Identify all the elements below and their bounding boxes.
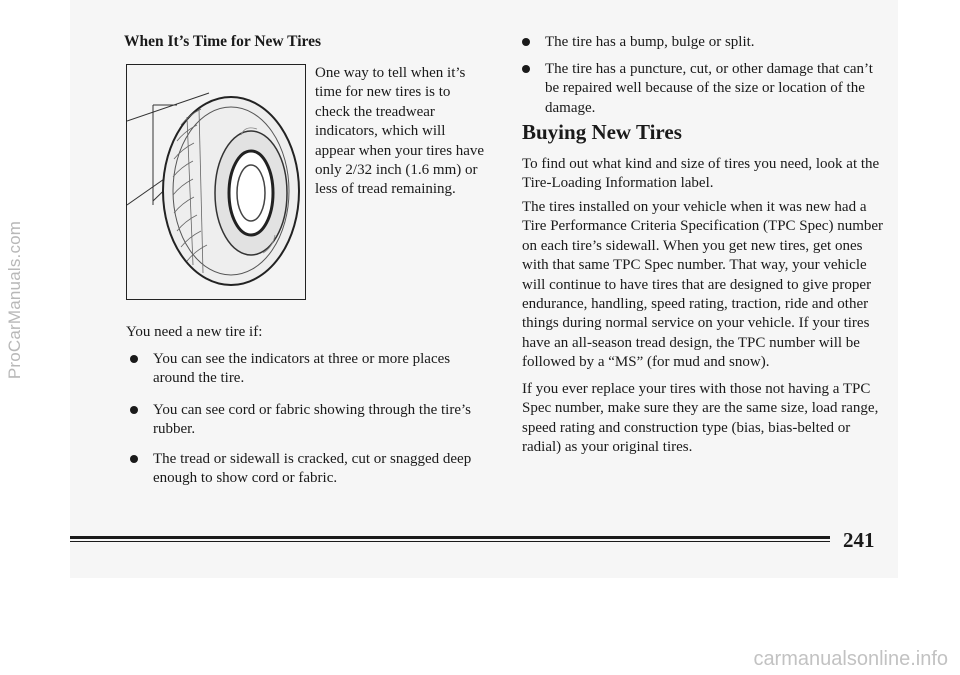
list-item-text: You can see the indicators at three or more places around the tire. — [153, 351, 451, 387]
list-item-text: The tread or sidewall is cracked, cut or snagged deep enough to show cord or fabric. — [153, 451, 472, 487]
section-heading-buying-tires: Buying New Tires — [522, 120, 682, 144]
paragraph-replacement: If you ever replace your tires with those not having a TPC Spec number, make sure they are the same size, load range, speed rating and construction type (bias, bias-belted or radial) as your original tires. — [522, 381, 879, 456]
bullet-icon — [522, 38, 530, 46]
treadwear-intro-text: One way to tell when it’s time for new tires is to check the treadwear indicators, which will appear when your tires have only 2/32 inch (1.6 mm) or less of tread remaining. — [315, 65, 485, 198]
footer-rule — [70, 536, 830, 539]
bullet-icon — [130, 355, 138, 363]
side-watermark-text: ProCarManuals.com — [5, 220, 24, 380]
paragraph-tire-label: To find out what kind and size of tires you need, look at the Tire-Loading Information label. — [522, 156, 880, 192]
bottom-watermark: carmanualsonline.info — [753, 648, 948, 670]
bullet-icon — [522, 65, 530, 73]
bullet-icon — [130, 455, 138, 463]
page-number: 241 — [843, 528, 875, 552]
paragraph-tpc-spec: The tires installed on your vehicle when it was new had a Tire Performance Criteria Specification (TPC Spec) number on each tire’s sidewall. When you get new tires, get ones with that same TPC Spec number. That way, your vehicle will continue to have tires that are designed to give proper endurance, handling, speed rating, traction, ride and other things during normal service on your vehicle. If your tires have an all-season tread design, the TPC number will be followed by a “MS” (for mud and snow). — [522, 199, 884, 371]
bullet-icon — [130, 406, 138, 414]
list-item-text: You can see cord or fabric showing through the tire’s rubber. — [153, 402, 471, 438]
list-item-text: The tire has a bump, bulge or split. — [545, 34, 755, 50]
list-item-text: The tire has a puncture, cut, or other damage that can’t be repaired well because of the size or location of the damage. — [545, 61, 873, 116]
tire-figure — [126, 64, 306, 300]
tire-illustration-icon — [127, 65, 304, 298]
need-new-tire-lead: You need a new tire if: — [126, 324, 263, 340]
side-watermark — [4, 130, 26, 470]
section-heading-new-tires: When It’s Time for New Tires — [124, 33, 322, 50]
footer-rule-thin — [70, 541, 830, 542]
